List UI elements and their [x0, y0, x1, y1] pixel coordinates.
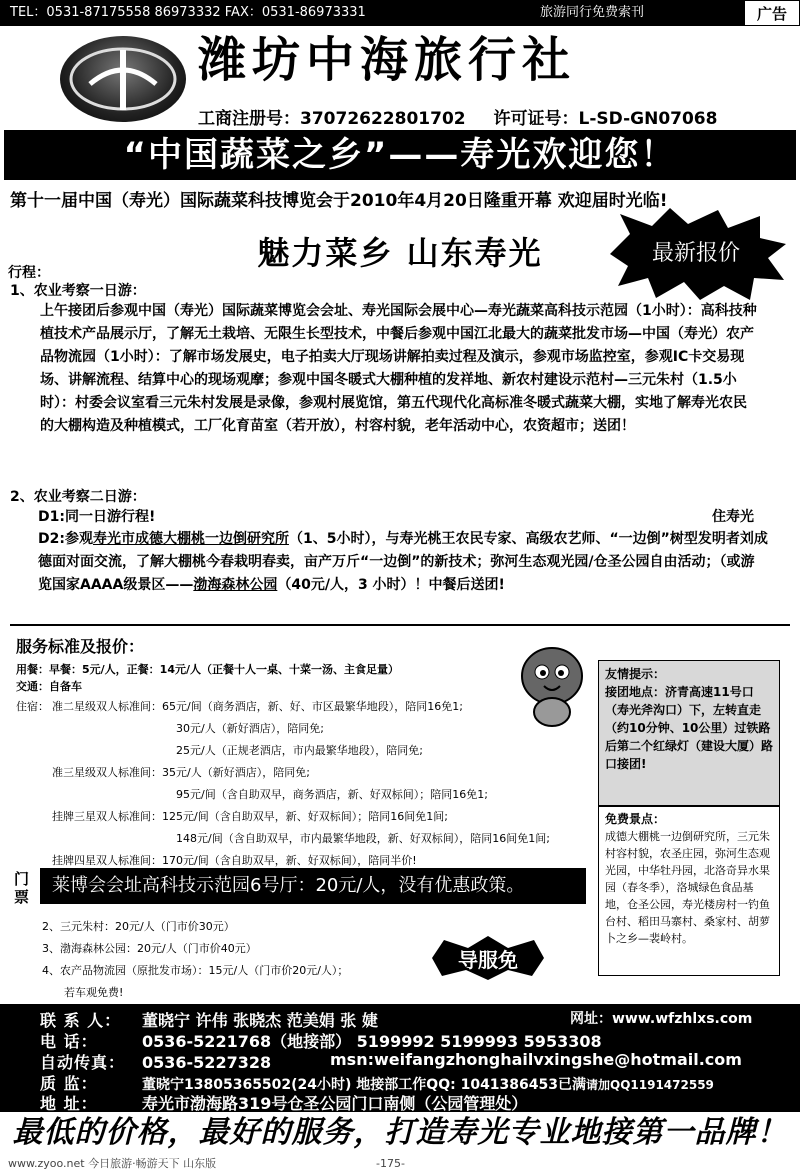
website-row — [570, 1008, 752, 1028]
contact-block — [0, 1004, 800, 1112]
free-title: 免费景点： — [605, 812, 666, 826]
web-label: 网址： — [570, 1011, 612, 1027]
free-text: 成德大棚桃一边倒研究所，三元朱村容村貌，农圣庄园，弥河生态观光园，中华牡丹园，北洛奇异水果园（春冬季），洛城绿色食品基地，仓圣公园，寿光楼房村一钓鱼台村、稻田马寨村、桑家村、胡萝卜之乡—裴岭村。 — [605, 830, 770, 945]
ticket-item: 若车观免费! — [64, 986, 124, 999]
lodging-label: 住宿： — [16, 700, 49, 713]
address-label: 地 址： — [40, 1094, 98, 1113]
meal-label: 用餐： — [16, 663, 49, 676]
address-text: 寿光市渤海路319号仓圣公园门口南侧（公园管理处） — [142, 1094, 528, 1113]
bottom-slogan: 最低的价格，最好的服务，打造寿光专业地接第一品牌！ — [12, 1115, 788, 1150]
top-contact: TEL：0531-87175558 86973332 FAX：0531-86973331 — [10, 5, 366, 20]
lodging-item: 148元/间（含自助双早，市内最繁华地段，新、好双标间），陪同16间免1间; — [176, 832, 550, 845]
lodging-item: 25元/人（正规老酒店，市内最繁华地段），陪同免; — [176, 744, 423, 757]
top-bar — [0, 0, 800, 26]
mascot-icon — [512, 640, 594, 730]
section-divider — [10, 624, 790, 626]
website-link[interactable]: www.wfzhlxs.com — [612, 1011, 753, 1027]
license-number: 许可证号：L-SD-GN07068 — [493, 109, 718, 129]
ad-tag: 广告 — [744, 0, 800, 26]
lodging-item: 挂牌三星双人标准间：125元/间（含自助双早，新、好双标间）；陪同16间免1间; — [52, 810, 448, 823]
page-footer — [0, 1156, 800, 1172]
latest-price-badge: 最新报价 — [651, 241, 740, 266]
company-name: 潍坊中海旅行社 — [198, 32, 577, 88]
day2-d1: D1:同一日游行程! — [38, 509, 156, 525]
qc-extra: 请加QQ1191472559 — [586, 1078, 714, 1092]
msn-address: msn:weifangzhonghailvxingshe@hotmail.com — [330, 1050, 742, 1069]
lodging-item: 挂牌四星双人标准间：170元/间（含自助双早，新、好双标间），陪同半价! — [52, 854, 417, 867]
d2-forest-park: 渤海森林公园 — [193, 577, 278, 593]
reg-number: 工商注册号：37072622801702 — [198, 109, 466, 129]
contact-address-row — [40, 1091, 527, 1114]
d2-middle: （1、5小时），与寿光桃王农民专家、高级农艺师、“一边倒”树型发明者刘成德面对面交流，了解大棚桃今春栽明春卖，亩产万斤“一边倒”的新技术；弥河生态观光园/仓圣公园自由活动；（或游览国家AAAA级景区—— — [38, 531, 768, 593]
logo-emblem-icon — [60, 36, 186, 122]
page-number: -175- — [376, 1157, 405, 1170]
footer-site: www.zyoo.net 今日旅游·畅游天下 山东版 — [8, 1157, 217, 1170]
d2-research-institute: 寿光市成德大棚桃一边倒研究所 — [92, 531, 289, 547]
lodging-item: 准二星级双人标准间：65元/间（商务酒店，新、好、市区最繁华地段），陪同16免1; — [52, 700, 463, 713]
qc-text: 董晓宁13805365502(24小时) 地接部工作QQ: 1041386453已满 — [142, 1077, 586, 1093]
guide-free-badge — [428, 934, 548, 982]
d2-prefix: D2:参观 — [38, 531, 93, 547]
contact-people-row — [40, 1008, 378, 1031]
guide-free-text: 导服免 — [458, 948, 518, 972]
lodging-item: 准三星级双人标准间：35元/人（新好酒店），陪同免; — [52, 766, 310, 779]
tip-box — [598, 660, 780, 806]
day1-description: 上午接团后参观中国（寿光）国际蔬菜博览会会址、寿光国际会展中心—寿光蔬菜高科技示范园（1小时）：高科技种植技术产品展示厅，了解无土栽培、无限生长型技术，中餐后参观中国江北最大的蔬菜批发市场—中国（寿光）农产品物流园（1小时）：了解市场发展史，电子拍卖大厅现场讲解拍卖过程及演示，参观市场监控室，参观IC卡交易现场、讲解流程、结算中心的现场观摩；参观中国冬暖式大棚种植的发祥地、新农村建设示范村—三元朱村（1.5小时）：村委会议室看三元朱村发展是录像，参观村展览馆，第五代现代化高标准冬暖式蔬菜大棚，实地了解寿光农民的大棚构造及种植模式，工厂化育苗室（若开放），村容村貌，老年活动中心，农资超市；送团！ — [40, 303, 757, 434]
ticket-item: 3、渤海森林公园：20元/人（门市价40元） — [42, 942, 257, 955]
day2-d1-stay: 住寿光 — [712, 509, 754, 525]
free-attractions-box — [598, 806, 780, 976]
qc-label: 质 监： — [40, 1074, 98, 1093]
registration-line — [198, 104, 717, 129]
expo-announcement: 第十一届中国（寿光）国际蔬菜科技博览会于2010年4月20日隆重开幕 欢迎届时光临! — [10, 191, 668, 211]
lodging-item: 30元/人（新好酒店），陪同免; — [176, 722, 324, 735]
lodging-item: 95元/间（含自助双早，商务酒店，新、好双标间）；陪同16免1; — [176, 788, 488, 801]
service-title: 服务标准及报价： — [16, 637, 145, 656]
d2-end: （40元/人，3 小时）！中餐后送团! — [277, 577, 505, 593]
tip-text: 接团地点：济青高速11号口（寿光斧沟口）下，左转直走（约10分钟、10公里）过铁路后第二个红绿灯（建设大厦）路口接团! — [605, 685, 774, 771]
transport-value: 自备车 — [49, 680, 82, 693]
meal-row — [16, 661, 399, 677]
fax-number: 0536-5227328 — [142, 1053, 272, 1072]
ticket-item: 4、农产品物流园（原批发市场）：15元/人（门市价20元/人）； — [42, 964, 349, 977]
day2-title: 2、农业考察二日游： — [10, 489, 146, 505]
fax-label: 自动传真： — [40, 1053, 126, 1072]
transport-label: 交通： — [16, 680, 49, 693]
meal-value: 早餐：5元/人，正餐：14元/人（正餐十人一桌、十菜一汤、主食足量） — [49, 663, 399, 676]
contact-fax-row — [40, 1050, 271, 1073]
ticket-label: 门票 — [14, 870, 30, 906]
contact-phone-row — [40, 1029, 602, 1052]
phone-numbers: 0536-5221768（地接部） 5199992 5199993 5953308 — [142, 1032, 602, 1051]
ticket-item: 2、三元朱村：20元/人（门市价30元） — [42, 920, 235, 933]
welcome-slogan: “中国蔬菜之乡”——寿光欢迎您！ — [4, 130, 796, 180]
ticket-main: 莱博会会址高科技示范园6号厅：20元/人，没有优惠政策。 — [40, 868, 586, 904]
people-label: 联 系 人： — [40, 1011, 122, 1030]
day2-d2 — [38, 528, 768, 597]
main-title: 魅力菜乡 山东寿光 — [257, 234, 543, 272]
top-slogan: 旅游同行免费索刊 — [540, 5, 645, 20]
day1-title: 1、农业考察一日游： — [10, 283, 146, 299]
people-names: 董晓宁 许伟 张晓杰 范美娟 张 婕 — [142, 1011, 378, 1030]
itinerary-label: 行程： — [8, 265, 50, 281]
company-logo — [60, 36, 186, 122]
transport-row — [16, 678, 82, 694]
phone-label: 电 话： — [40, 1032, 98, 1051]
tip-title: 友情提示： — [605, 667, 666, 681]
